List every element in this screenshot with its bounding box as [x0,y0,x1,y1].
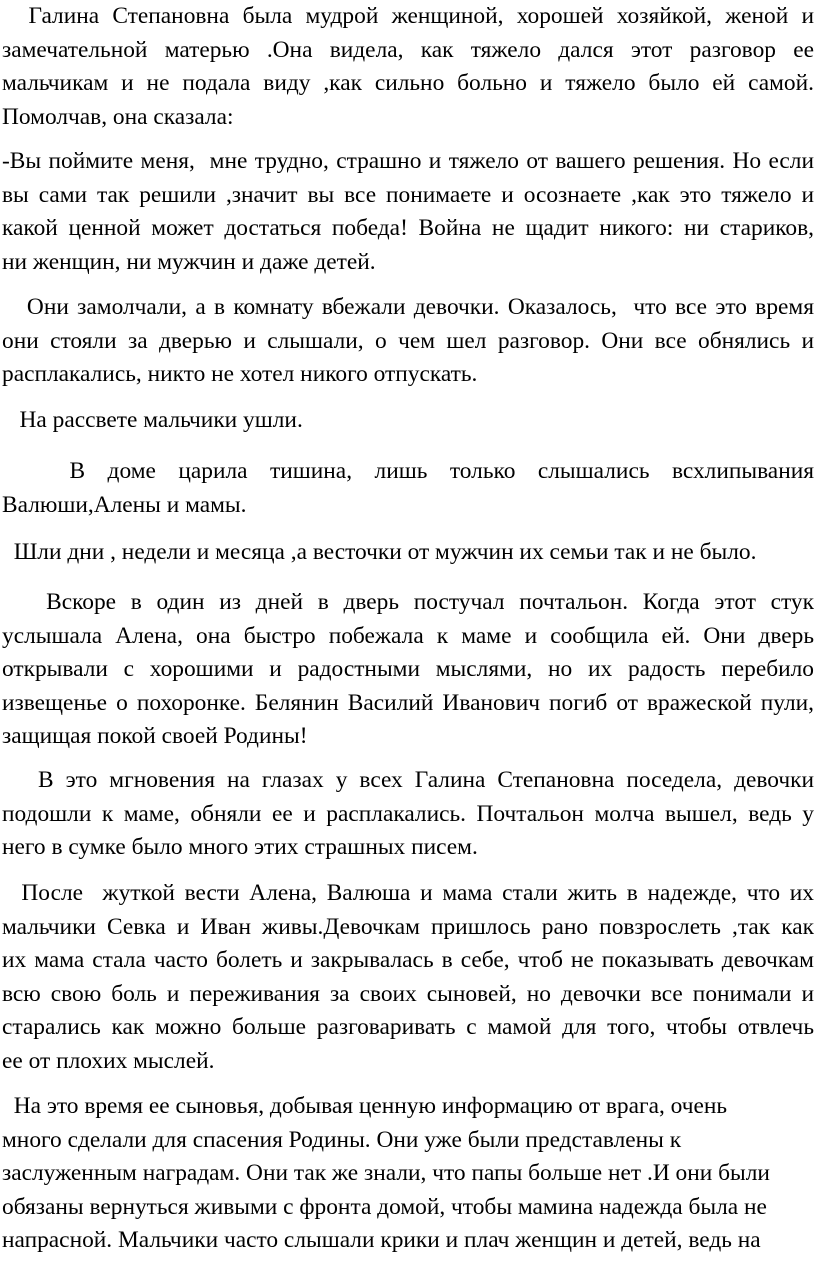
text-line: старались как можно больше разговаривать с мамой для того, чтобы отвлечь [2,1014,814,1040]
text-line: ее от плохих мыслей. [2,1047,215,1074]
text-line: ни женщин, ни мужчин и даже детей. [2,248,376,275]
paragraph [2,586,814,754]
text-line: -Вы поймите меня, мне трудно, страшно и тяжело от вашего решения. Но если [2,148,814,174]
text-line: их мама стала часто болеть и закрывалась в себе, чтоб не показывать девочкам [2,947,814,973]
text-line: него в сумке было много этих страшных писем. [2,834,478,860]
text-line: заслуженным наградам. Они так же знали, что папы больше нет .И они были [2,1160,770,1186]
paragraph [2,404,814,438]
text-line: извещенье о похоронке. Белянин Василий Иванович погиб от вражеской пули, [2,689,814,716]
text-line: мальчики Севка и Иван живы.Девочкам пришлось рано повзрослеть ,так как [2,913,814,940]
text-line: защищая покой своей Родины! [2,723,308,749]
text-line: расплакались, никто не хотел никого отпускать. [2,361,478,387]
text-line: Галина Степановна была мудрой женщиной, хорошей хозяйкой, женой и [2,3,814,29]
text-line: открывали с хорошими и радостными мыслями, но их радость перебило [2,656,814,682]
text-line: вы сами так решили ,значит вы все понимаете и осознаете ,как это тяжело и [2,181,814,208]
paragraph [2,0,814,134]
text-line: обязаны вернуться живыми с фронта домой, чтобы мамина надежда была не [2,1193,767,1220]
paragraph [2,764,814,865]
text-line: подошли к маме, обняли ее и расплакались. Почтальон молча вышел, ведь у [2,800,814,827]
text-line: Они замолчали, а в комнату вбежали девочки. Оказалось, что все это время [2,294,814,320]
paragraph [2,877,814,1078]
text-line: После жуткой вести Алена, Валюша и мама стали жить в надежде, что их [2,880,814,906]
text-line: В доме царила тишина, лишь только слышались всхлипывания [2,458,814,484]
paragraph [2,1090,814,1258]
text-line: На это время ее сыновья, добывая ценную информацию от врага, очень [2,1093,728,1119]
text-line: какой ценной может достаться победа! Война не щадит никого: ни стариков, [2,215,814,241]
text-line: Валюши,Алены и мамы. [2,491,247,518]
text-line: они стояли за дверью и слышали, о чем шел разговор. Они все обнялись и [2,327,814,354]
text-line: В это мгновения на глазах у всех Галина Степановна поседела, девочки [2,767,814,793]
text-line: услышала Алена, она быстро побежала к маме и сообщила ей. Они дверь [2,622,814,649]
text-line: много сделали для спасения Родины. Они уже были представлены к [2,1126,682,1153]
text-line: напрасной. Мальчики часто слышали крики и плач женщин и детей, ведь на [2,1227,761,1253]
text-line: Помолчав, она сказала: [2,103,234,130]
paragraph [2,455,814,522]
paragraph [2,536,814,570]
text-line: замечательной матерью .Она видела, как тяжело дался этот разговор ее [2,36,814,63]
text-line: На рассвете мальчики ушли. [2,407,303,433]
text-line: Вскоре в один из дней в дверь постучал почтальон. Когда этот стук [2,589,814,615]
paragraph [2,145,814,279]
text-line: мальчикам и не подала виду ,как сильно больно и тяжело было ей самой. [2,70,814,96]
text-line: всю свою боль и переживания за своих сыновей, но девочки все понимали и [2,980,814,1007]
paragraph [2,291,814,392]
text-line: Шли дни , недели и месяца ,а весточки от мужчин их семьи так и не было. [2,539,757,565]
